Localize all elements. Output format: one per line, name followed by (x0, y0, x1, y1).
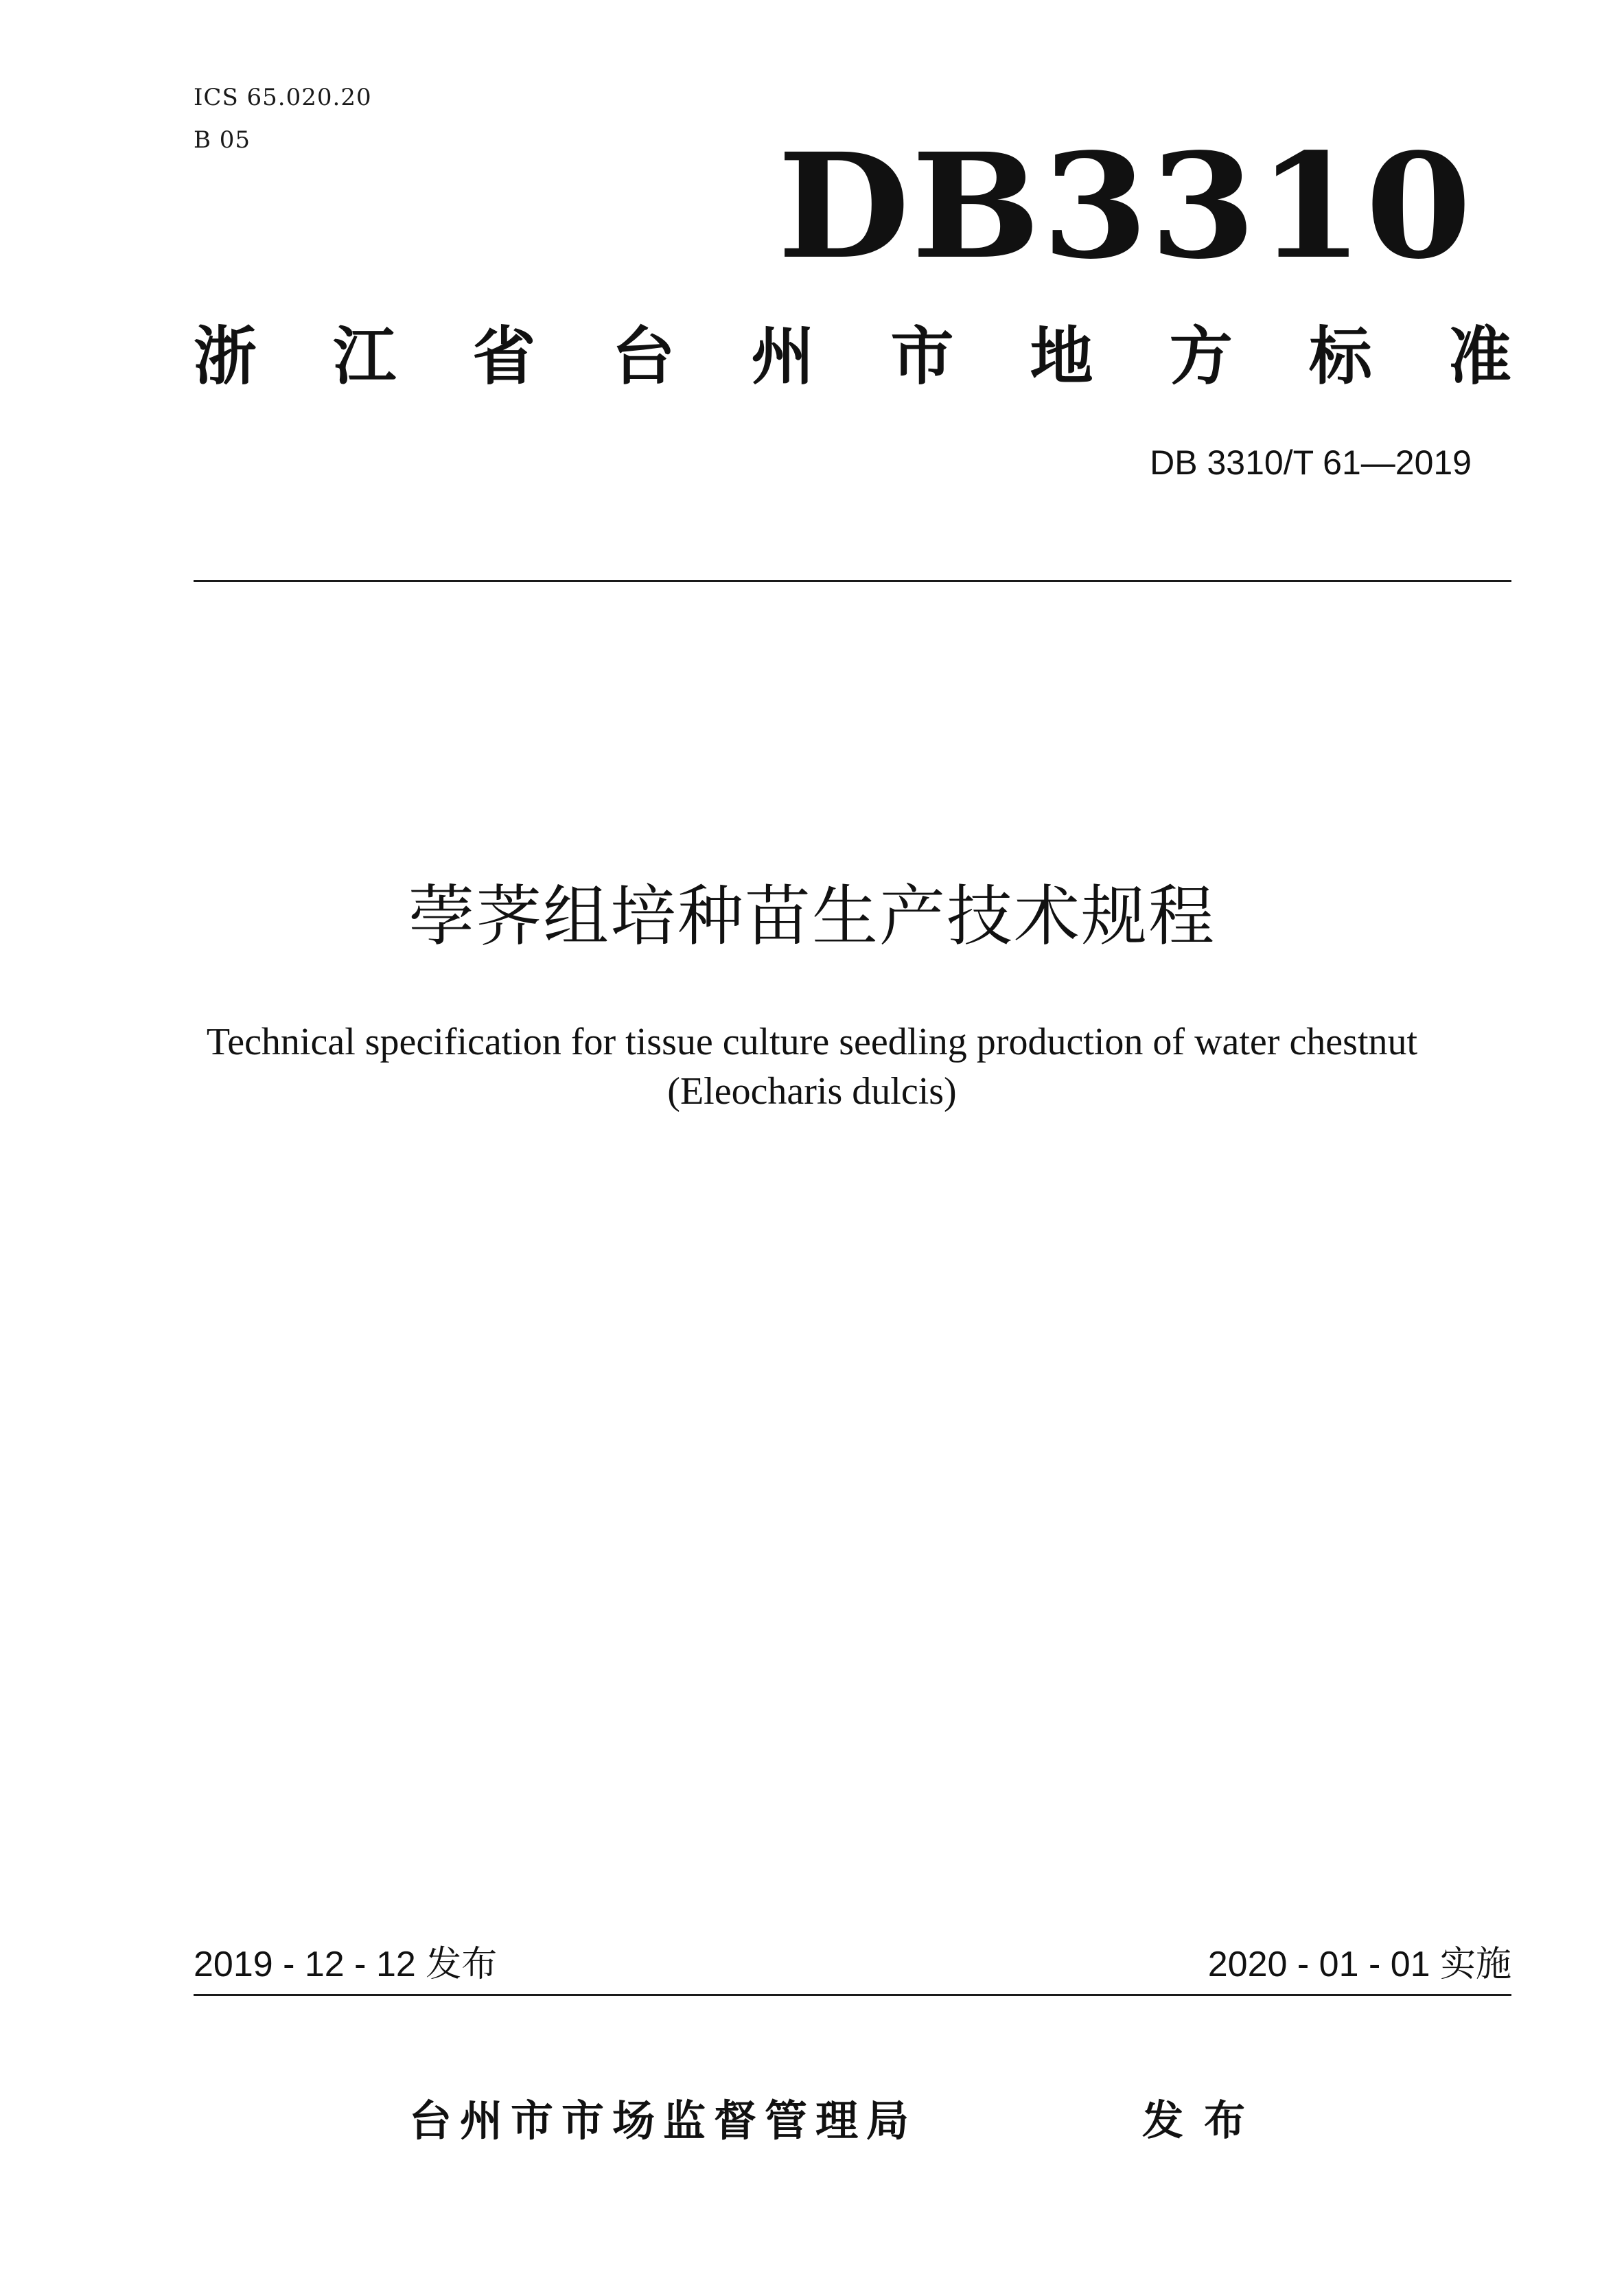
issue-date: 2019 - 12 - 12 发布 (194, 1945, 498, 1984)
standard-type-char: 方 (1169, 320, 1233, 393)
standard-type-char: 浙 (194, 320, 257, 393)
ics-code: ICS 65.020.20 (194, 84, 372, 111)
footer-divider (194, 1994, 1511, 1996)
standard-type-char: 标 (1308, 320, 1372, 393)
standard-type-char: 省 (472, 320, 536, 393)
standard-number: DB 3310/T 61—2019 (1150, 443, 1472, 482)
english-title-line-2: (Eleocharis dulcis) (667, 1070, 957, 1113)
publisher-name: 台州市市场监督管理局 (409, 2096, 918, 2146)
header-divider (194, 580, 1511, 582)
standard-type-char: 市 (890, 320, 954, 393)
issue-label: 发布 (1142, 2097, 1266, 2145)
standard-type-char: 准 (1448, 320, 1511, 393)
standard-type-heading (194, 320, 1511, 393)
standard-type-char: 江 (333, 320, 397, 393)
standard-code-logo: DB3310 (777, 121, 1473, 291)
standard-type-char: 地 (1030, 320, 1093, 393)
standard-type-char: 州 (751, 320, 815, 393)
standard-type-char: 台 (612, 320, 675, 393)
ccs-code: B 05 (194, 126, 251, 154)
implementation-date: 2020 - 01 - 01 实施 (1207, 1945, 1511, 1984)
english-title-line-1: Technical specification for tissue culture seedling production of water chestnut (206, 1021, 1418, 1063)
document-title-english (0, 1017, 1624, 1116)
document-title-chinese: 荸荠组培种苗生产技术规程 (408, 878, 1216, 955)
